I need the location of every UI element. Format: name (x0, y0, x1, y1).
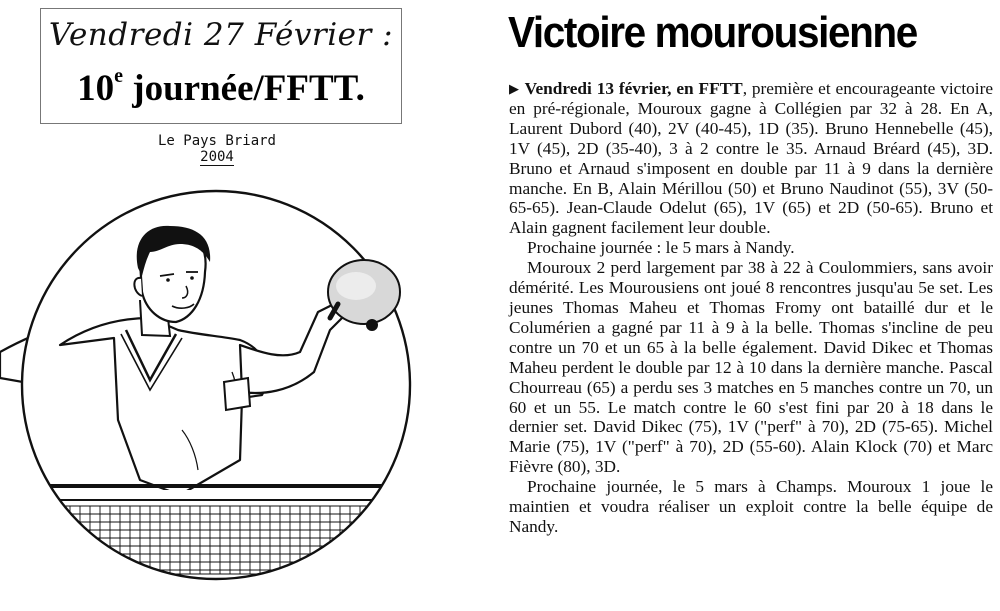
article-paragraph-4: Prochaine journée, le 5 mars à Champs. Mouroux 1 joue le maintien et voudra réaliser un exploit contre la belle équipe de Nandy. (509, 477, 993, 536)
source-year: 2004 (200, 149, 234, 165)
article-paragraph-1 (509, 79, 993, 238)
triangle-bullet-icon: ▶ (509, 81, 520, 96)
article-paragraph-text: , première et encourageante victoire en pré-régionale, Mouroux gagne à Collégien par 32 à 28. En A, Laurent Dubord (40), 2V (40-45), 1D (35). Bruno Hennebelle (45), 1V (45), 2D (35-40), 3 à 2 contre le 35. Arnaud Bréard (45), 3D. Bruno et Arnaud s'imposent en double par 11 à 9 dans la dernière manche. En B, Alain Mérillou (50) et Bruno Naudinot (55), 3V (50-65-65). Jean-Claude Odelut (65), 1V (65) et 2D (50-65). Bruno et Alain gagnent facilement leur double. (509, 79, 993, 238)
date-heading: Vendredi 27 Février : (48, 17, 394, 53)
article-paragraph-2: Prochaine journée : le 5 mars à Nandy. (527, 238, 795, 258)
article-headline: Victoire mourousienne (508, 8, 917, 57)
round-label: journée/FFTT. (123, 68, 365, 109)
table-tennis-player-icon (0, 160, 440, 611)
source-name: Le Pays Briard (157, 133, 276, 149)
round-ordinal: e (114, 65, 124, 87)
round-number: 10 (77, 68, 115, 109)
article-body (509, 79, 993, 537)
article-paragraph-3: Mouroux 2 perd largement par 38 à 22 à Coulommiers, sans avoir démérité. Les Mourousiens ont joué 8 rencontres jusqu'au 5e set. Les jeunes Thomas Maheu et Thomas Fromy ont bataillé dur et le Columérien a gagné par 11 à 9 à la belle. Thomas s'incline de peu contre un 70 et un 65 à la belle également. David Dikec et Thomas Maheu perdent le double par 12 à 10 dans la dernière manche. Pascal Chourreau (65) a perdu ses 3 matches en 5 manches contre un 70, un 60 et un 55. Le match contre le 60 s'est fini par 20 à 18 dans le dernier set. David Dikec (75), 1V ("perf" à 70), 2D (75-65). Michel Marie (75), 1V ("perf" à 70), 2D (55-60). Alain Klock (70) et Marc Fièvre (80), 3D. (509, 258, 993, 477)
date-box (40, 8, 402, 124)
article-lead: Vendredi 13 février, en FFTT (524, 79, 743, 98)
round-heading (41, 67, 401, 110)
